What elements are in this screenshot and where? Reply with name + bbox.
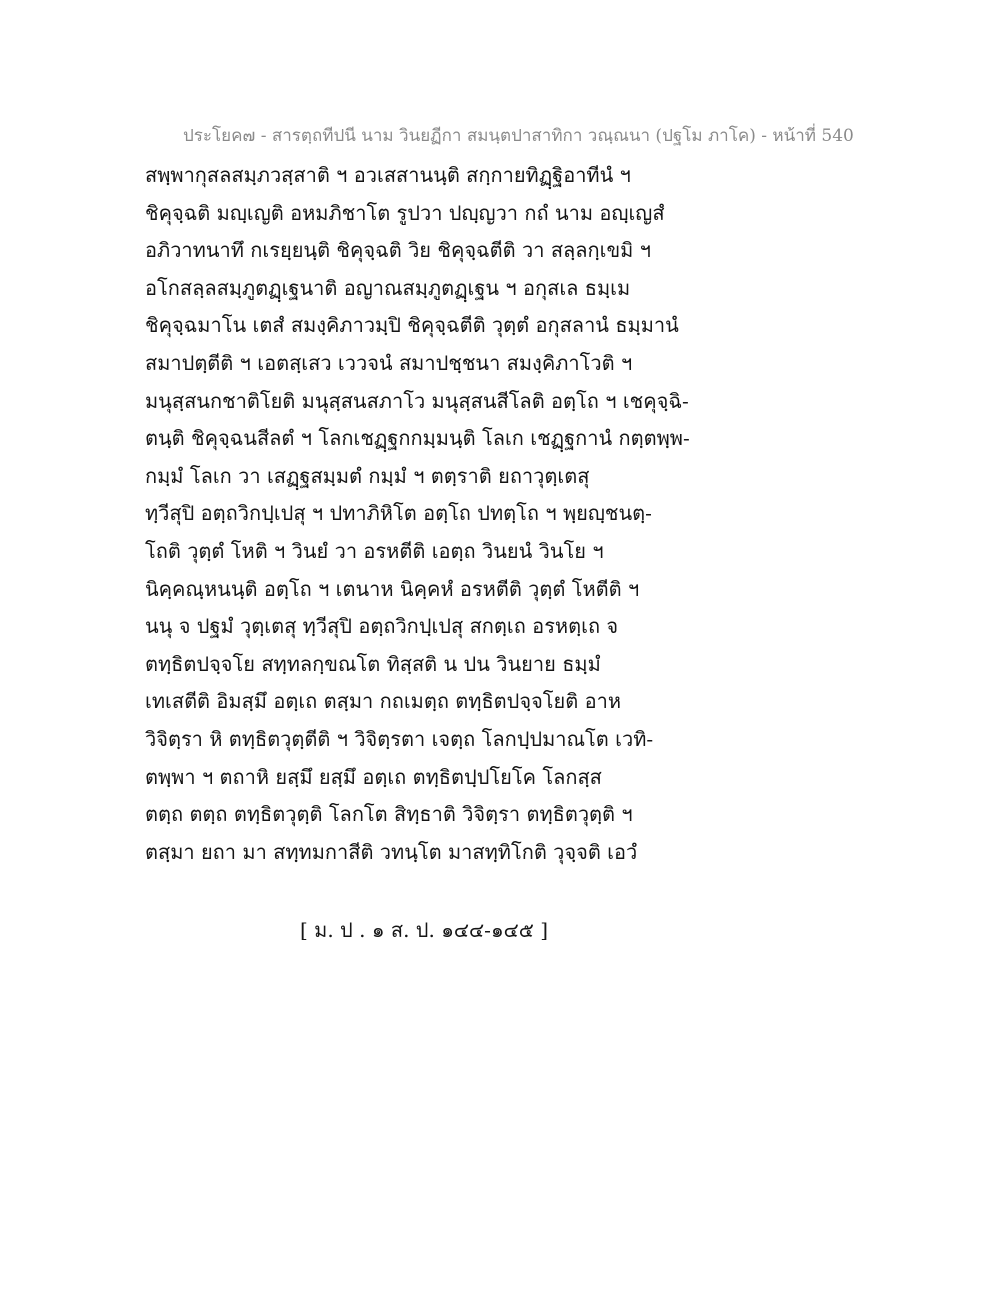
- text-line: นิคฺคณฺหนนฺติ อตฺโถ ฯ เตนาห นิคฺคหํ อรหตีติ วุตฺตํ โหตีติ ฯ: [145, 576, 640, 601]
- text-line: สพฺพากุสลสมฺภวสฺสาติ ฯ อวเสสานนฺติ สกฺกายทิฏฺฐิอาทีนํ ฯ: [145, 163, 631, 187]
- text-line: วิจิตฺรา หิ ตทฺธิตวุตฺตีติ ฯ วิจิตฺรตา เจตฺถ โลกปฺปมาณโต เวทิ-: [145, 726, 654, 751]
- text-line: ตสฺมา ยถา มา สทฺทมกาสีติ วทนฺโต มาสทฺทิโกติ วุจฺจติ เอวํ: [145, 839, 638, 864]
- text-line: ตพฺพา ฯ ตถาหิ ยสฺมึ ยสฺมึ อตฺเถ ตทฺธิตปฺปโยโค โลกสฺส: [145, 764, 602, 789]
- text-line: ชิคุจฺฉติ มญฺเญติ อหมภิชาโต รูปวา ปญฺญวา กถํ นาม อญฺเญสํ: [145, 200, 665, 225]
- source-reference: [ ม. ป . ๑ ส. ป. ๑๔๔-๑๔๕ ]: [300, 918, 549, 942]
- text-line: สมาปตฺตีติ ฯ เอตสฺเสว เววจนํ สมาปชฺชนา สมงฺคิภาโวติ ฯ: [145, 350, 633, 375]
- text-line: กมฺมํ โลเก วา เสฏฺฐสมฺมตํ กมฺมํ ฯ ตตฺราติ ยถาวุตฺเตสุ: [145, 463, 590, 488]
- text-line: อภิวาทนาทึ กเรยฺยนฺติ ชิคุจฺฉติ วิย ชิคุจฺฉตีติ วา สลฺลกฺเขมิ ฯ: [145, 238, 651, 263]
- text-line: อโกสลฺลสมฺภูตฏฺเฐนาติ อญาณสมฺภูตฏฺเฐน ฯ อกุสเล ธมฺเม: [145, 275, 631, 300]
- text-line: นนุ จ ปฐมํ วุตฺเตสุ ทฺวีสุปิ อตฺถวิกปฺเปสุ สกตฺเถ อรหตฺเถ จ: [145, 614, 619, 639]
- text-line: ตตฺถ ตตฺถ ตทฺธิตวุตฺติ โลกโต สิทฺธาติ วิจิตฺรา ตทฺธิตวุตฺติ ฯ: [145, 802, 633, 827]
- text-line: โถติ วุตฺตํ โหติ ฯ วินยํ วา อรหตีติ เอตฺถ วินยนํ วินโย ฯ: [145, 538, 604, 563]
- running-header: ประโยค๗ - สารตฺถทีปนี นาม วินยฏีกา สมนฺตปาสาทิกา วณฺณนา (ปฐโม ภาโค) - หน้าที่ 540: [183, 126, 854, 146]
- body-text: [145, 160, 865, 874]
- text-line: ทฺวีสุปิ อตฺถวิกปฺเปสุ ฯ ปทาภิหิโต อตฺโถ ปทตฺโถ ฯ พฺยญฺชนตฺ-: [145, 501, 652, 526]
- text-line: มนุสฺสนกชาติโยติ มนุสฺสนสภาโว มนุสฺสนสีโลติ อตฺโถ ฯ เชคุจฺฉิ-: [145, 388, 689, 413]
- text-line: ชิคุจฺฉมาโน เตสํ สมงฺคิภาวมฺปิ ชิคุจฺฉตีติ วุตฺตํ อกุสลานํ ธมฺมานํ: [145, 313, 679, 338]
- text-line: ตนฺติ ชิคุจฺฉนสีลตํ ฯ โลกเชฏฺฐกกมฺมนฺติ โลเก เชฏฺฐกานํ กตฺตพฺพ-: [145, 426, 690, 451]
- text-line: เทเสตีติ อิมสฺมึ อตฺเถ ตสฺมา กถเมตฺถ ตทฺธิตปจฺจโยติ อาห: [145, 689, 622, 714]
- text-line: ตทฺธิตปจฺจโย สทฺทลกฺขณโต ทิสฺสติ น ปน วินยาย ธมฺมํ: [145, 651, 601, 676]
